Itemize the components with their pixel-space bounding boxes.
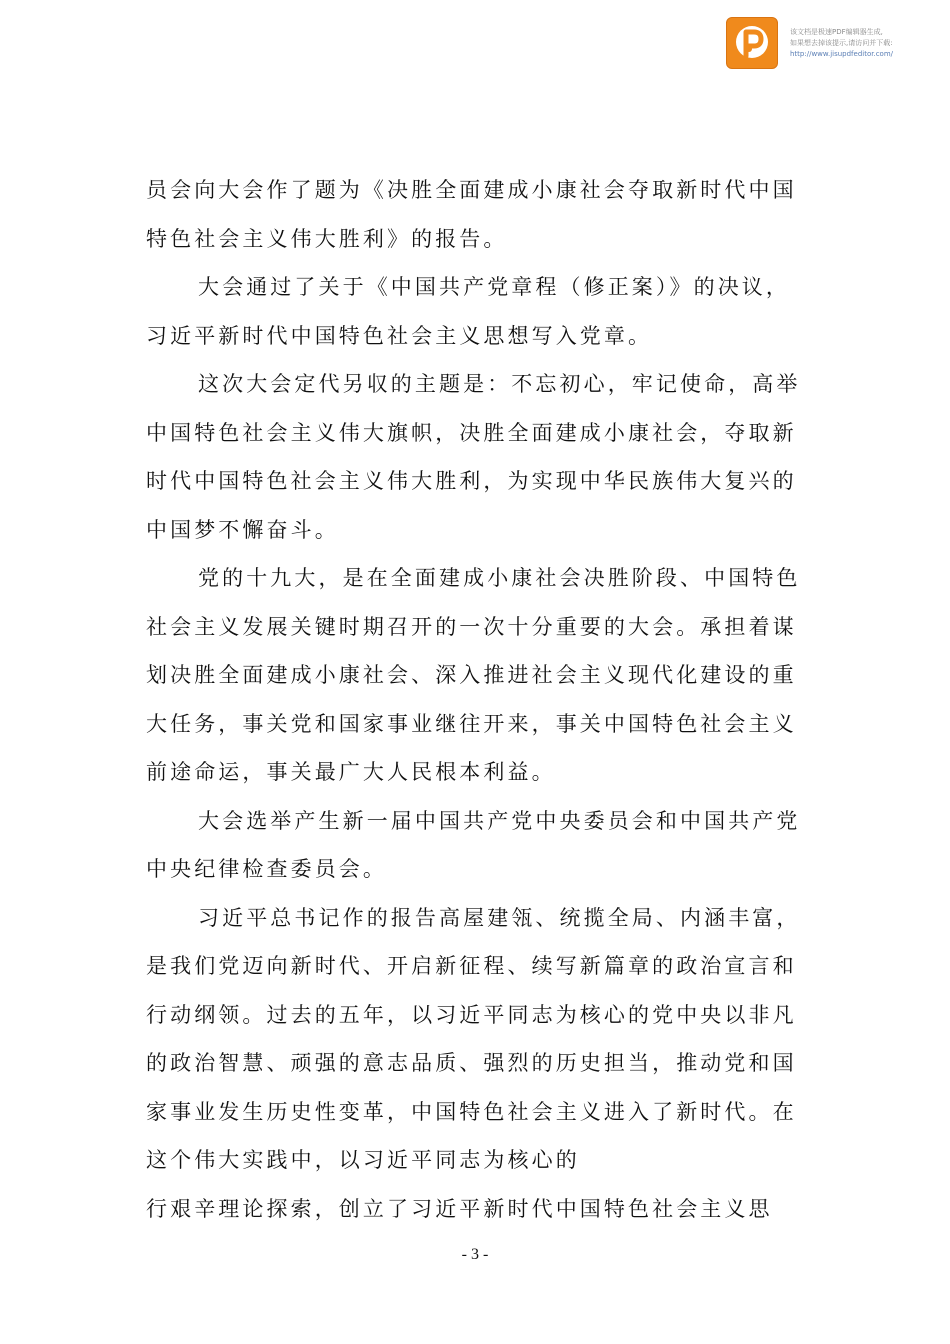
paragraph-5: 大会选举产生新一届中国共产党中央委员会和中国共产党中央纪律检查委员会。: [146, 808, 801, 881]
watermark-text: [790, 27, 893, 60]
pdf-editor-watermark: [726, 17, 893, 69]
document-body: [146, 166, 810, 1233]
paragraph-7: 行艰辛理论探索，创立了习近平新时代中国特色社会主义思: [146, 1196, 773, 1221]
watermark-line-2: 如果想去掉该提示,请访问并下载:: [790, 39, 893, 47]
paragraph-6: 习近平总书记作的报告高屋建瓴、统揽全局、内涵丰富，是我们党迈向新时代、开启新征程、续写新篇章的政治宣言和行动纲领。过去的五年，以习近平同志为核心的党中央以非凡的政治智慧、顽强的意志品质、强烈的历史担当，推动党和国家事业发生历史性变革，中国特色社会主义进入了新时代。在这个伟大实践中，以习近平同志为核心的: [146, 905, 801, 1172]
page-number: - 3 -: [461, 1246, 489, 1263]
paragraph-2: 大会通过了关于《中国共产党章程（修正案）》的决议，习近平新时代中国特色社会主义思想写入党章。: [146, 275, 790, 348]
paragraph-3: 这次大会定代另収的主题是：不忘初心，牢记使命，高举中国特色社会主义伟大旗帜，决胜全面建成小康社会，夺取新时代中国特色社会主义伟大胜利，为实现中华民族伟大复兴的中国梦不懈奋斗。: [146, 372, 801, 542]
paragraph-4: 党的十九大，是在全面建成小康社会决胜阶段、中国特色社会主义发展关键时期召开的一次十分重要的大会。承担着谋划决胜全面建成小康社会、深入推进社会主义现代化建设的重大任务，事关党和国家事业继往开来，事关中国特色社会主义前途命运，事关最广大人民根本利益。: [146, 566, 801, 784]
watermark-url-link[interactable]: http://www.jisupdfeditor.com/: [790, 50, 894, 58]
paragraph-1: 员会向大会作了题为《决胜全面建成小康社会夺取新时代中国特色社会主义伟大胜利》的报告。: [146, 178, 797, 251]
watermark-line-1: 该文档是极速PDF编辑器生成,: [790, 28, 883, 36]
pdf-editor-logo-icon: [726, 17, 778, 69]
